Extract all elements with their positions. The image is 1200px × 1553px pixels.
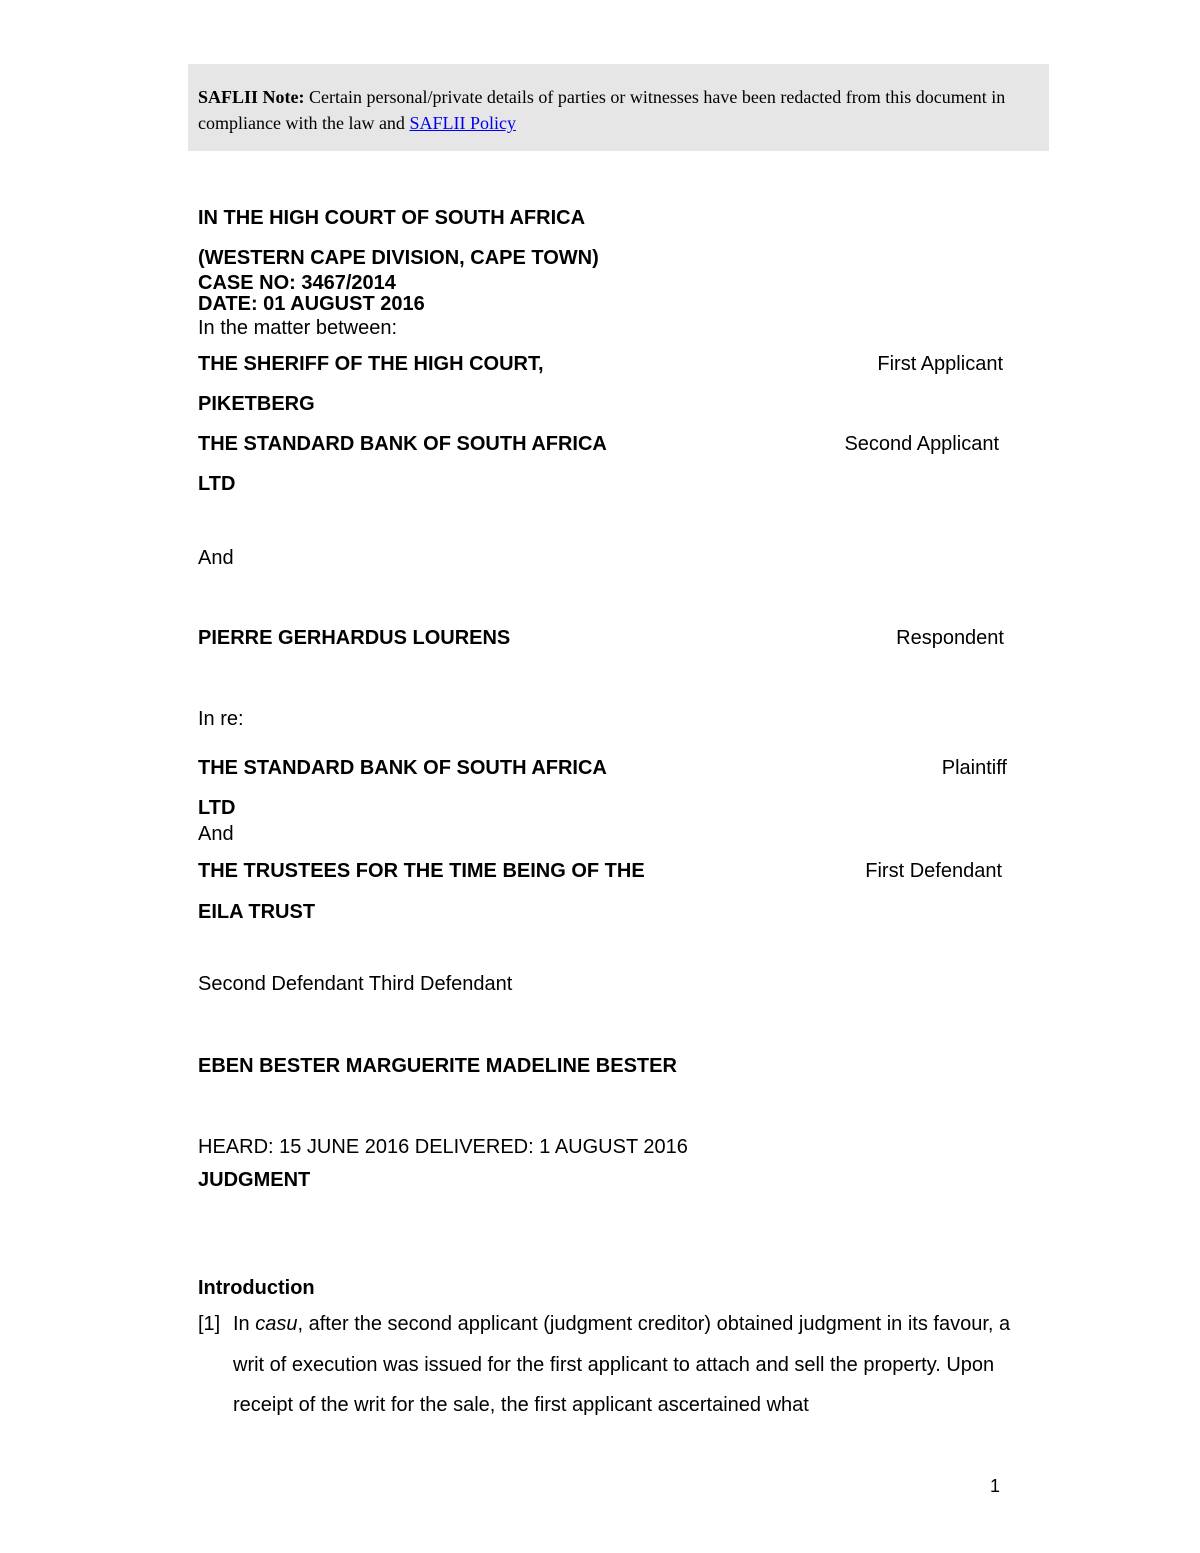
judgment-heading: JUDGMENT [198,1169,311,1191]
plaintiff-role: Plaintiff [941,757,1007,779]
note-text: Certain personal/private details of parties or witnesses have been redacted from this document in compliance with the law and [198,87,1006,133]
first-applicant-role: First Applicant [877,353,1003,375]
first-applicant-name-line2: PIKETBERG [198,393,315,415]
plaintiff-name-line2: LTD [198,797,236,819]
second-applicant-role: Second Applicant [844,433,999,455]
paragraph-number: [1] [198,1313,221,1335]
saflii-note-box [188,64,1049,151]
second-third-defendant-names: EBEN BESTER MARGUERITE MADELINE BESTER [198,1055,677,1077]
respondent-name: PIERRE GERHARDUS LOURENS [198,627,511,649]
first-defendant-name-line1: THE TRUSTEES FOR THE TIME BEING OF THE [198,860,645,882]
plaintiff-name-line1: THE STANDARD BANK OF SOUTH AFRICA [198,757,607,779]
paragraph-1-lead: In [233,1313,256,1335]
second-third-defendant-roles: Second Defendant Third Defendant [198,973,513,995]
paragraph-1 [233,1304,1011,1426]
second-applicant-name-line1: THE STANDARD BANK OF SOUTH AFRICA [198,433,607,455]
second-applicant-name-line2: LTD [198,473,236,495]
paragraph-1-italic: casu [255,1313,298,1335]
respondent-role: Respondent [896,627,1004,649]
paragraph-1-text: , after the second applicant (judgment creditor) obtained judgment in its favour, a writ of execution was issued for the first applicant to attach and sell the property. Upon receipt of the writ for the sale, the first applicant ascertained what [233,1313,1011,1416]
first-defendant-name-line2: EILA TRUST [198,901,316,923]
matter-between: In the matter between: [198,317,398,339]
heard-delivered-dates: HEARD: 15 JUNE 2016 DELIVERED: 1 AUGUST 2016 [198,1136,688,1158]
case-number: CASE NO: 3467/2014 [198,272,396,294]
and-separator-2: And [198,823,234,845]
court-division: (WESTERN CAPE DIVISION, CAPE TOWN) [198,247,599,269]
first-applicant-name-line1: THE SHERIFF OF THE HIGH COURT, [198,353,544,375]
introduction-heading: Introduction [198,1277,315,1299]
saflii-policy-link[interactable]: SAFLII Policy [409,113,516,133]
page-number: 1 [989,1476,1000,1496]
case-date: DATE: 01 AUGUST 2016 [198,293,425,315]
in-re: In re: [198,708,244,730]
and-separator-1: And [198,547,234,569]
court-name: IN THE HIGH COURT OF SOUTH AFRICA [198,207,586,229]
first-defendant-role: First Defendant [865,860,1002,882]
note-label: SAFLII Note: [198,87,305,107]
